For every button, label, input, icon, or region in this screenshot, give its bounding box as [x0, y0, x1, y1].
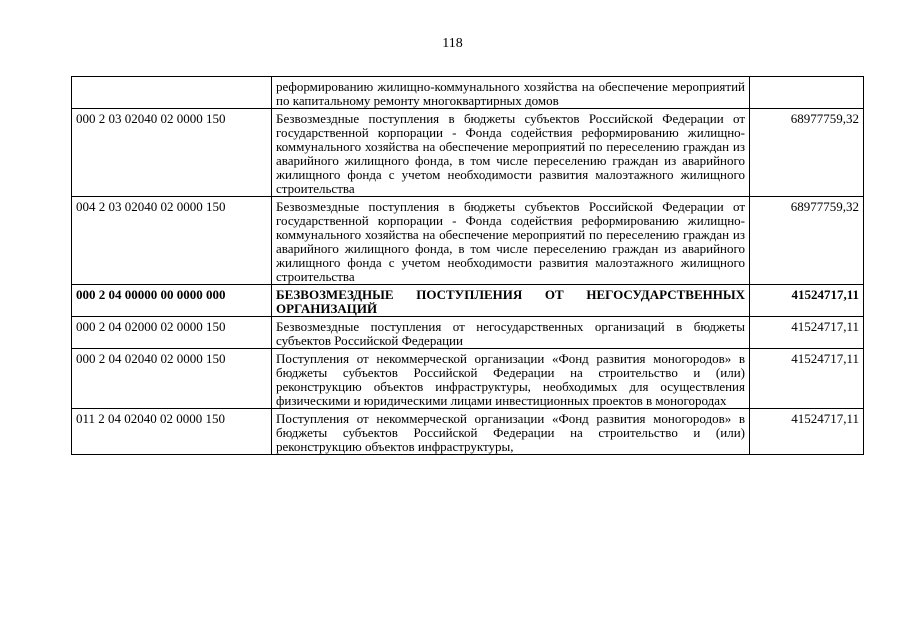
table-row — [72, 349, 864, 409]
description-cell: Поступления от некоммерческой организации «Фонд развития моногородов» в бюджеты субъектов Российской Федерации на строительство и (или) реконструкцию объектов инфраструктуры, — [272, 409, 750, 455]
description-cell: БЕЗВОЗМЕЗДНЫЕ ПОСТУПЛЕНИЯ ОТ НЕГОСУДАРСТВЕННЫХ ОРГАНИЗАЦИЙ — [272, 285, 750, 317]
table-row — [72, 409, 864, 455]
table-row — [72, 197, 864, 285]
description-cell: реформированию жилищно-коммунального хозяйства на обеспечение мероприятий по капитальному ремонту многоквартирных домов — [272, 77, 750, 109]
budget-code-cell: 000 2 04 00000 00 0000 000 — [72, 285, 272, 317]
budget-revenue-table — [71, 76, 864, 455]
amount-cell: 68977759,32 — [750, 197, 864, 285]
amount-cell: 41524717,11 — [750, 409, 864, 455]
budget-code-cell: 000 2 04 02000 02 0000 150 — [72, 317, 272, 349]
budget-code-cell: 000 2 03 02040 02 0000 150 — [72, 109, 272, 197]
table-row — [72, 317, 864, 349]
budget-code-cell: 000 2 04 02040 02 0000 150 — [72, 349, 272, 409]
amount-cell: 68977759,32 — [750, 109, 864, 197]
budget-code-cell: 004 2 03 02040 02 0000 150 — [72, 197, 272, 285]
description-cell: Безвозмездные поступления в бюджеты субъектов Российской Федерации от государственной корпорации - Фонда содействия реформированию жилищно-коммунального хозяйства на обеспечение мероприятий по переселению граждан из аварийного жилищного фонда, в том числе переселению граждан из аварийного жилищного фонда с учетом необходимости развития малоэтажного жилищного строительства — [272, 197, 750, 285]
description-cell: Безвозмездные поступления от негосударственных организаций в бюджеты субъектов Российской Федерации — [272, 317, 750, 349]
amount-cell: 41524717,11 — [750, 285, 864, 317]
page-number: 118 — [442, 36, 463, 51]
description-cell: Поступления от некоммерческой организации «Фонд развития моногородов» в бюджеты субъектов Российской Федерации на строительство и (или) реконструкцию объектов инфраструктуры, необходимых для осуществления физическими и юридическими лицами инвестиционных проектов в моногородах — [272, 349, 750, 409]
table-row-section-heading — [72, 285, 864, 317]
amount-cell: 41524717,11 — [750, 349, 864, 409]
description-cell: Безвозмездные поступления в бюджеты субъектов Российской Федерации от государственной корпорации - Фонда содействия реформированию жилищно-коммунального хозяйства на обеспечение мероприятий по переселению граждан из аварийного жилищного фонда, в том числе переселению граждан из аварийного жилищного фонда с учетом необходимости развития малоэтажного жилищного строительства — [272, 109, 750, 197]
table-row — [72, 77, 864, 109]
amount-cell: 41524717,11 — [750, 317, 864, 349]
amount-cell — [750, 77, 864, 109]
budget-code-cell — [72, 77, 272, 109]
table-row — [72, 109, 864, 197]
budget-code-cell: 011 2 04 02040 02 0000 150 — [72, 409, 272, 455]
